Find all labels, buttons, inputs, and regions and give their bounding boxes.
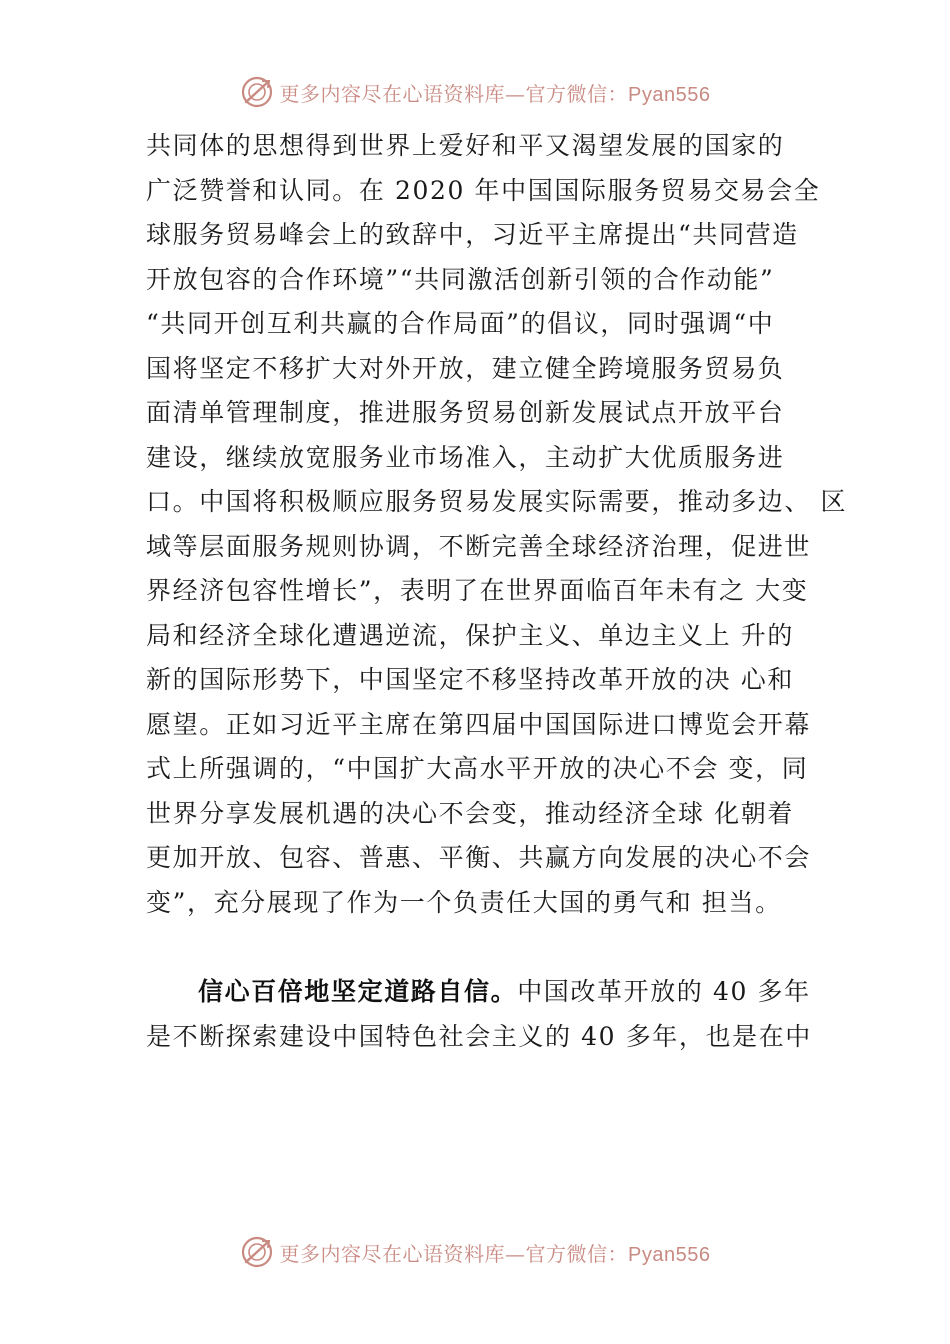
text-line: 变”，充分展现了作为一个负责任大国的勇气和 担当。: [146, 887, 782, 917]
text-line: 广泛赞誉和认同。在 2020 年中国国际服务贸易交易会全: [146, 175, 821, 205]
brand-logo-icon: [240, 75, 274, 109]
footer-watermark: [0, 1232, 950, 1272]
text-line: 新的国际形势下，中国坚定不移坚持改革开放的决 心和: [146, 665, 794, 694]
section-lead-heading: 信心百倍地坚定道路自信。: [198, 977, 518, 1006]
header-watermark: [0, 72, 950, 112]
text-line: 国将坚定不移扩大对外开放，建立健全跨境服务贸易负: [146, 353, 785, 383]
text-line: 愿望。正如习近平主席在第四届中国国际进口博览会开幕: [146, 709, 812, 739]
text-line: 面清单管理制度，推进服务贸易创新发展试点开放平台: [146, 398, 785, 427]
text-line: 式上所强调的，“中国扩大高水平开放的决心不会 变，同: [146, 754, 809, 783]
text-line: 域等层面服务规则协调，不断完善全球经济治理，促进世: [146, 531, 812, 561]
text-line: “共同开创互利共赢的合作局面”的倡议，同时强调“中: [146, 309, 775, 338]
text-line: 共同体的思想得到世界上爱好和平又渴望发展的国家的: [146, 131, 785, 160]
paragraph-2-first-line: [146, 970, 836, 1015]
watermark-text: 更多内容尽在心语资料库—官方微信：Pyan556: [279, 81, 711, 106]
watermark-text: 更多内容尽在心语资料库—官方微信：Pyan556: [279, 1241, 711, 1266]
document-body: [146, 124, 848, 1059]
brand-logo-icon: [240, 1235, 274, 1269]
text-line: 局和经济全球化遭遇逆流，保护主义、单边主义上 升的: [146, 620, 794, 650]
text-line: 是不断探索建设中国特色社会主义的 40 多年，也是在中: [146, 1021, 812, 1051]
paragraph-spacer: [146, 925, 836, 970]
text-span: 中国改革开放的 40 多年: [517, 977, 811, 1006]
text-line: 开放包容的合作环境”“共同激活创新引领的合作动能”: [146, 264, 775, 294]
text-line: 建设，继续放宽服务业市场准入，主动扩大优质服务进: [146, 442, 785, 472]
text-line: 更加开放、包容、普惠、平衡、共赢方向发展的决心不会: [146, 843, 812, 872]
text-line: 口。中国将积极顺应服务贸易发展实际需要，推动多边、 区: [146, 487, 848, 516]
text-line: 世界分享发展机遇的决心不会变，推动经济全球 化朝着: [146, 798, 794, 828]
text-line: 球服务贸易峰会上的致辞中，习近平主席提出“共同营造: [146, 220, 799, 249]
text-line: 界经济包容性增长”，表明了在世界面临百年未有之 大变: [146, 576, 809, 605]
